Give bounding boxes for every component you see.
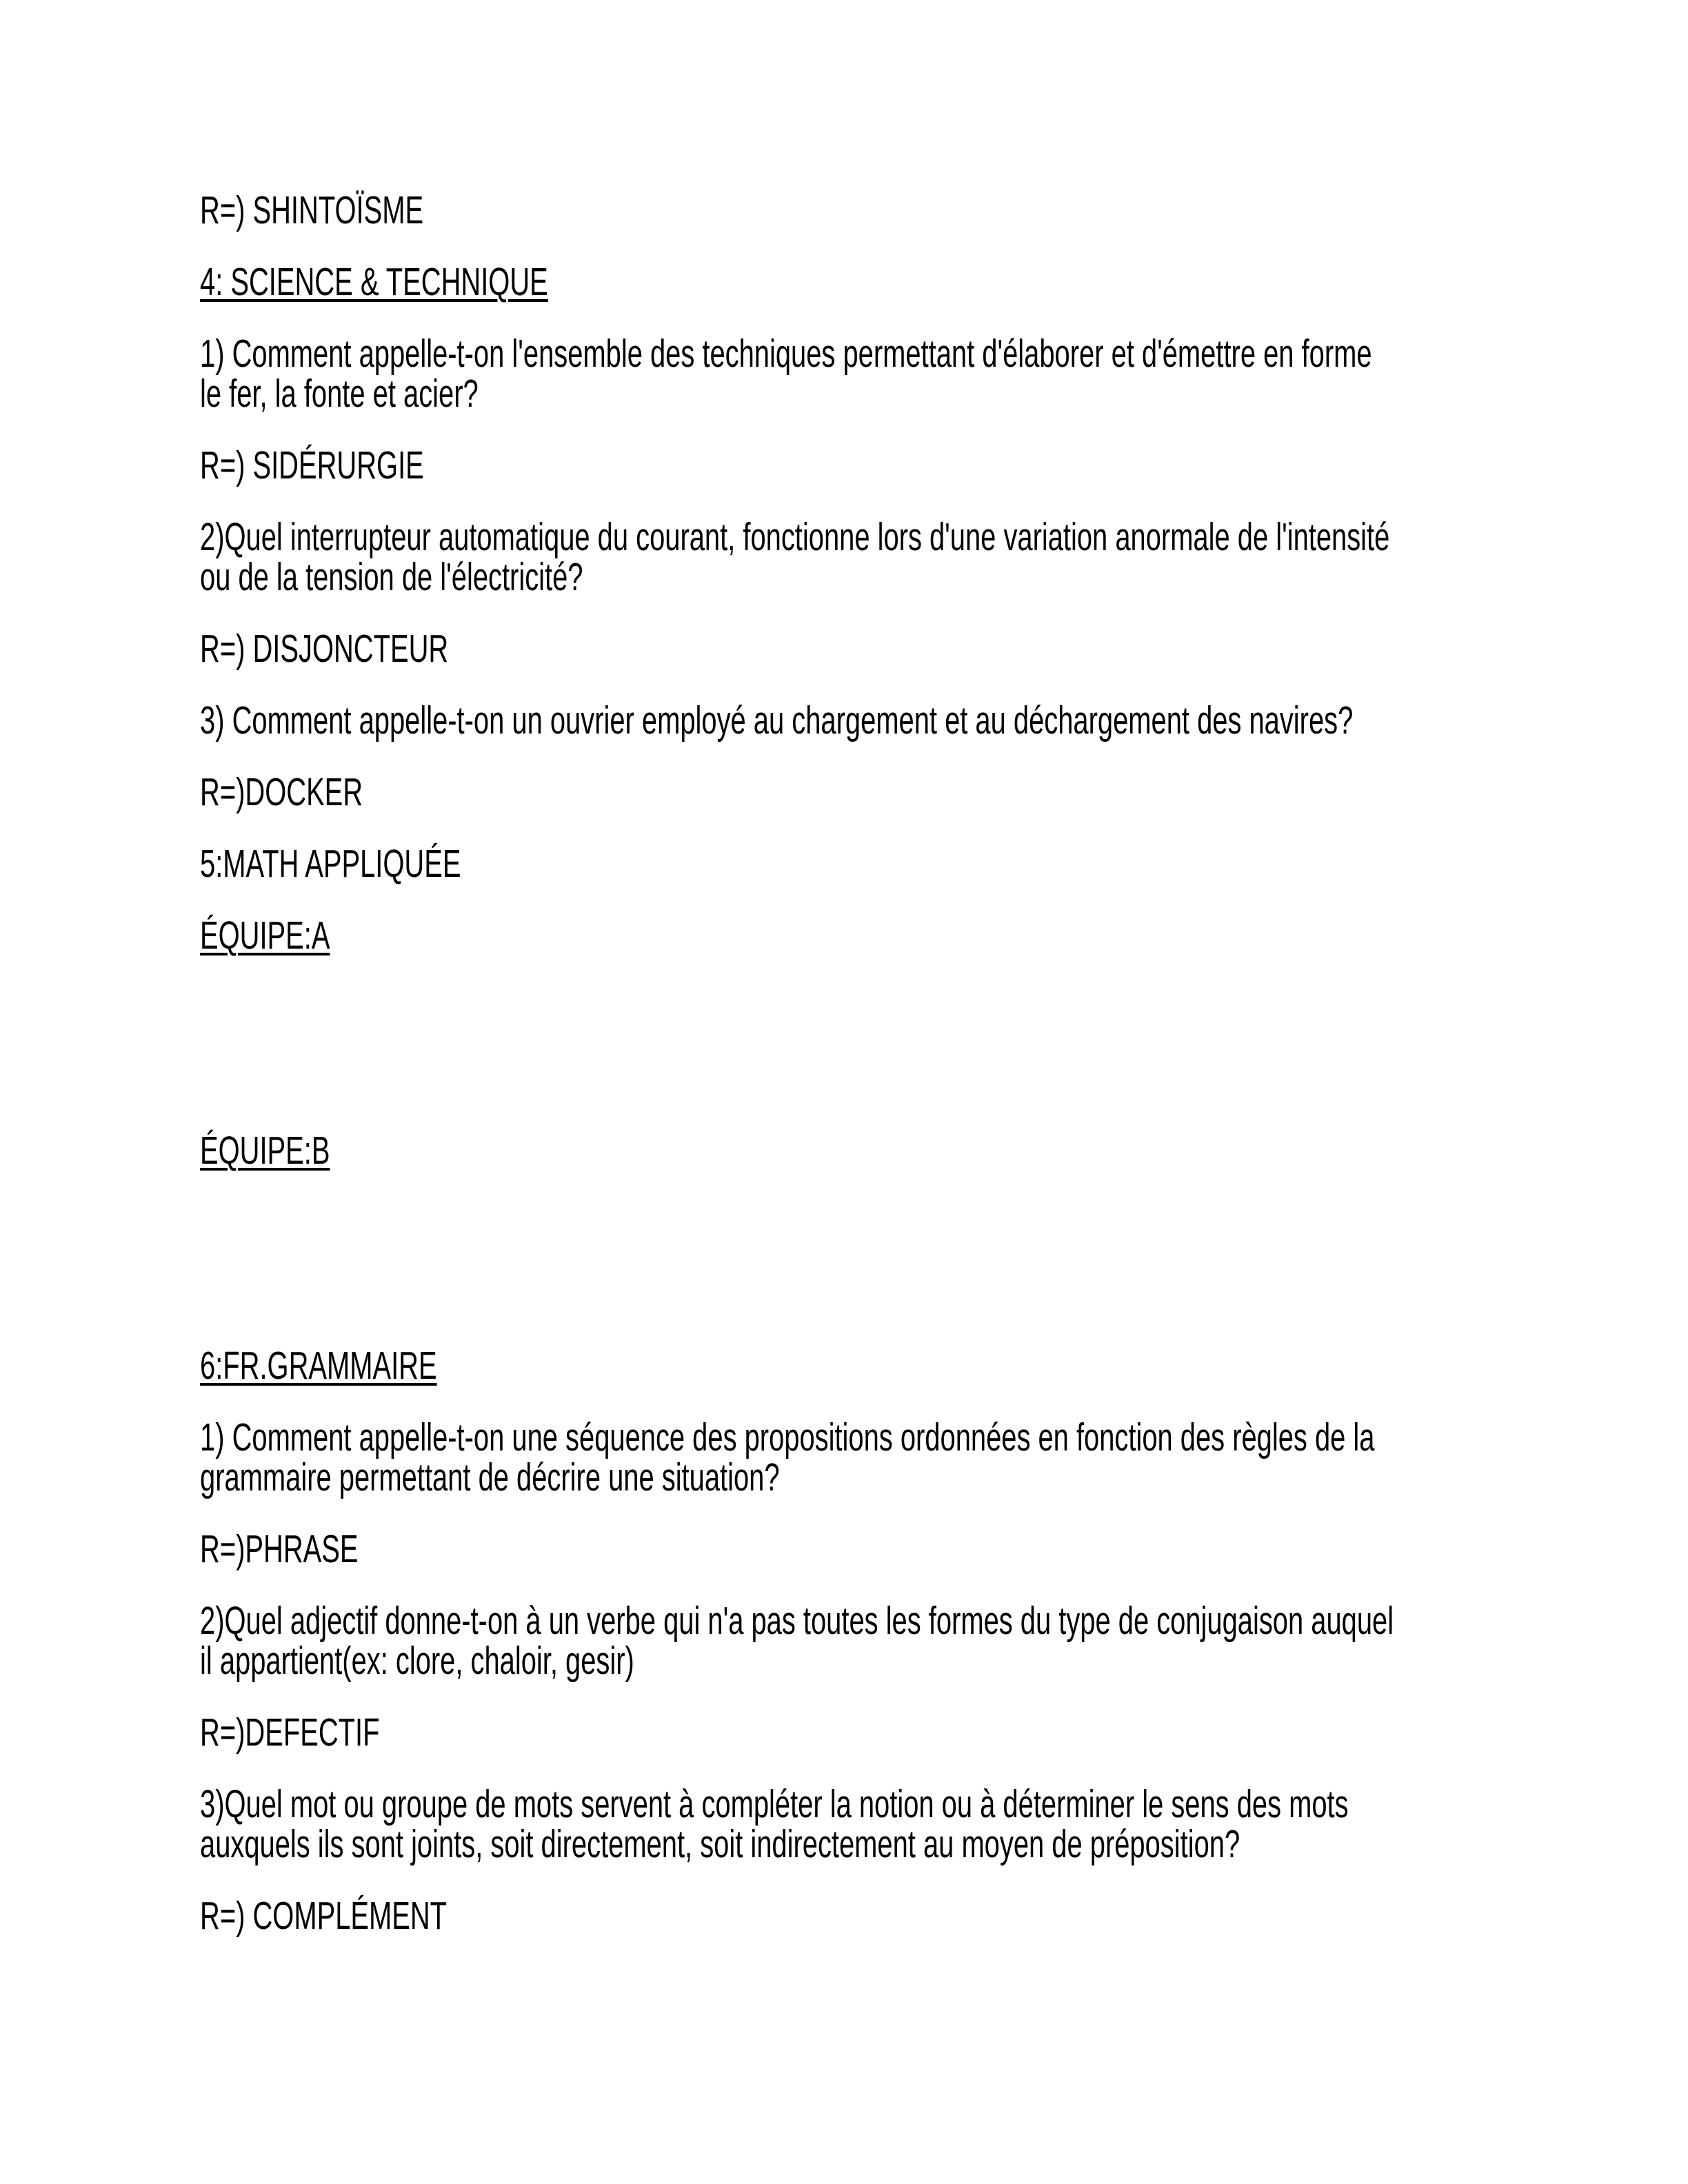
question-line: 1) Comment appelle-t-on l'ensemble des techniques permettant d'élaborer et d'émettre en forme (200, 332, 1372, 376)
team-heading-text (200, 1131, 1121, 1171)
underlined-text: ÉQUIPE:A (200, 913, 330, 958)
question-paragraph (200, 700, 1516, 740)
question-paragraph (200, 517, 1516, 597)
underlined-text: 4: SCIENCE & TECHNIQUE (200, 260, 548, 304)
answer-text: R=)PHRASE (200, 1527, 359, 1571)
answer-text: R=)DOCKER (200, 770, 363, 814)
question-line: auxquels ils sont joints, soit directement, soit indirectement au moyen de préposition? (200, 1822, 1240, 1866)
answer-paragraph (200, 1896, 1516, 1936)
answer-text: R=)DEFECTIF (200, 1710, 380, 1755)
team-heading (200, 913, 1516, 958)
answer-paragraph (200, 772, 1516, 812)
question-line: 2)Quel adjectif donne-t-on à un verbe qui n'a pas toutes les formes du type de conjugaison auquel (200, 1599, 1394, 1643)
answer-paragraph (200, 190, 1516, 230)
blank-answer-space (200, 987, 1516, 1131)
answer-paragraph (200, 1710, 1516, 1755)
answer-paragraph (200, 1529, 1516, 1569)
answer-text: R=) SIDÉRURGIE (200, 443, 424, 487)
underlined-text: 6:FR.GRAMMAIRE (200, 1344, 437, 1388)
section-heading-text: 5:MATH APPLIQUÉE (200, 842, 461, 886)
question-line: le fer, la fonte et acier? (200, 372, 479, 416)
answer-paragraph (200, 629, 1516, 669)
question-line: il appartient(ex: clore, chaloir, gesir) (200, 1639, 634, 1683)
section-heading (200, 1346, 1516, 1386)
answer-text: R=) COMPLÉMENT (200, 1894, 448, 1938)
section-heading-text (200, 1346, 1121, 1386)
underlined-text: ÉQUIPE:B (200, 1129, 330, 1173)
question-line: ou de la tension de l'électricité? (200, 555, 583, 599)
question-paragraph (200, 1417, 1516, 1497)
question-line: 3) Comment appelle-t-on un ouvrier employé au chargement et au déchargement des navires? (200, 698, 1354, 742)
section-heading (200, 844, 1516, 884)
section-heading (200, 262, 1516, 302)
question-paragraph (200, 1784, 1516, 1864)
question-paragraph (200, 334, 1516, 414)
answer-text: R=) DISJONCTEUR (200, 627, 449, 671)
question-line: 2)Quel interrupteur automatique du courant, fonctionne lors d'une variation anormale de l'intensité (200, 515, 1390, 559)
section-heading-text (200, 262, 1121, 302)
team-heading-text (200, 913, 1121, 958)
question-line: 3)Quel mot ou groupe de mots servent à compléter la notion ou à déterminer le sens des mots (200, 1782, 1349, 1826)
question-paragraph (200, 1601, 1516, 1681)
question-line: 1) Comment appelle-t-on une séquence des propositions ordonnées en fonction des règles de la (200, 1415, 1375, 1459)
blank-answer-space (200, 1202, 1516, 1346)
answer-text: R=) SHINTOÏSME (200, 188, 424, 232)
team-heading (200, 1131, 1516, 1171)
answer-paragraph (200, 445, 1516, 485)
question-line: grammaire permettant de décrire une situation? (200, 1455, 780, 1499)
